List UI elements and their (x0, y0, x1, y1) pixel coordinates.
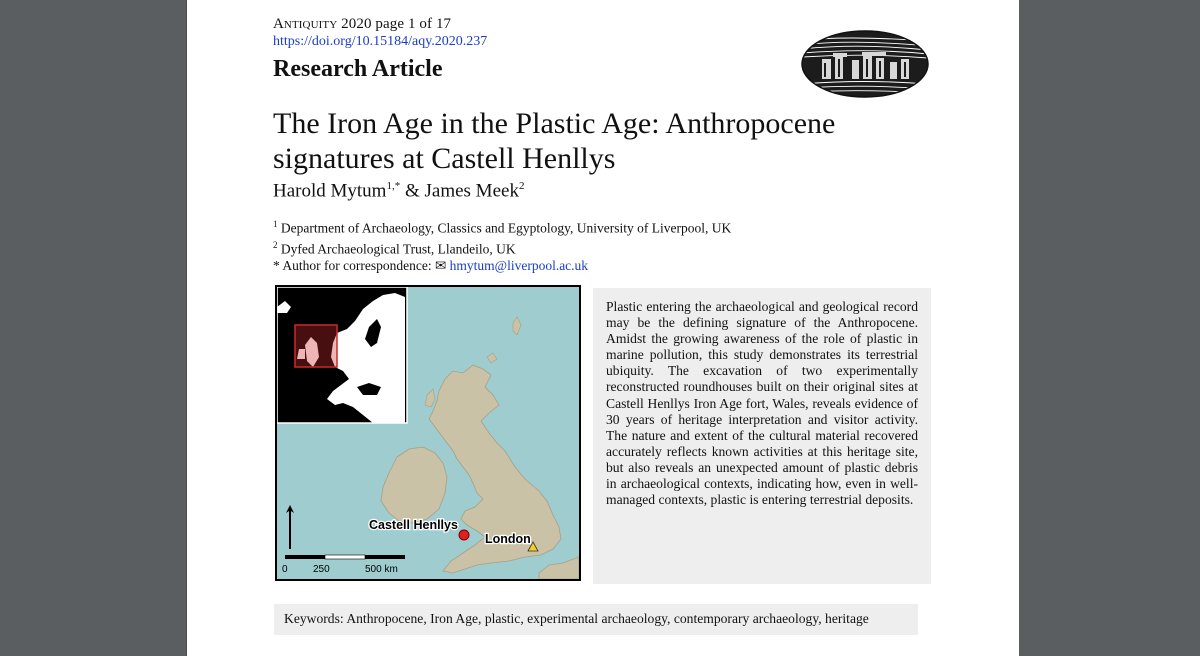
article-title: The Iron Age in the Plastic Age: Anthropocene signatures at Castell Henllys (273, 107, 836, 175)
keywords-label: Keywords: (284, 611, 344, 626)
keywords (274, 604, 918, 635)
page-info: 2020 page 1 of 17 (341, 16, 452, 32)
scale-label: 0 (282, 564, 288, 575)
author-name: James Meek (424, 180, 519, 202)
inset-extent-box (295, 325, 337, 367)
journal-name: Antiquity (273, 16, 338, 32)
affiliation-text: Dyfed Archaeological Trust, Llandeilo, UK (280, 241, 516, 256)
email-link[interactable]: hmytum@liverpool.ac.uk (449, 258, 589, 273)
keywords-list: Anthropocene, Iron Age, plastic, experimental archaeology, contemporary archaeology, heritage (346, 611, 869, 626)
abstract: Plastic entering the archaeological and geological record may be the defining signature of the Anthropocene. Amidst the growing awareness of the role of plastic in marine pollution, this study demonstrates its terrestrial ubiquity. The excavation of two experimentally reconstructed roundhouses built on their original sites at Castell Henllys Iron Age fort, Wales, reveals evidence of 30 years of heritage interpretation and visitor activity. The nature and extent of the cultural material recovered accurately reflects known activities at this heritage site, but also reveals an unexpected amount of plastic debris in archaeological contexts, indicating how, even in well-managed contexts, plastic is entering terrestrial deposits. (593, 288, 931, 584)
author-marks: 2 (518, 180, 525, 192)
europe-inset (277, 287, 407, 423)
affiliation (273, 216, 731, 237)
author-marks: 1,* (386, 180, 401, 192)
doi-link[interactable]: https://doi.org/10.15184/aqy.2020.237 (273, 34, 488, 49)
castell-henllys-marker (459, 530, 469, 540)
correspondence (273, 257, 731, 274)
author-name: Harold Mytum (273, 180, 387, 202)
castell-henllys-label: Castell Henllys (369, 518, 458, 532)
affiliations (273, 216, 731, 274)
affiliation-mark: 1 (273, 219, 278, 229)
author-separator: & (404, 180, 420, 202)
stonehenge-logo (800, 29, 930, 99)
affiliation-mark: 2 (273, 239, 278, 250)
correspondence-label: * Author for correspondence: ✉ (273, 258, 447, 273)
affiliation-text: Department of Archaeology, Classics and Egyptology, University of Liverpool, UK (280, 220, 732, 236)
affiliation (273, 237, 731, 258)
journal-header (273, 16, 451, 33)
pdf-page (187, 0, 1019, 656)
article-type: Research Article (273, 56, 443, 82)
location-map (275, 285, 581, 581)
scale-label: 250 (313, 564, 330, 575)
authors (273, 180, 524, 202)
london-label: London (485, 532, 531, 546)
scale-label: 500 km (365, 564, 398, 575)
